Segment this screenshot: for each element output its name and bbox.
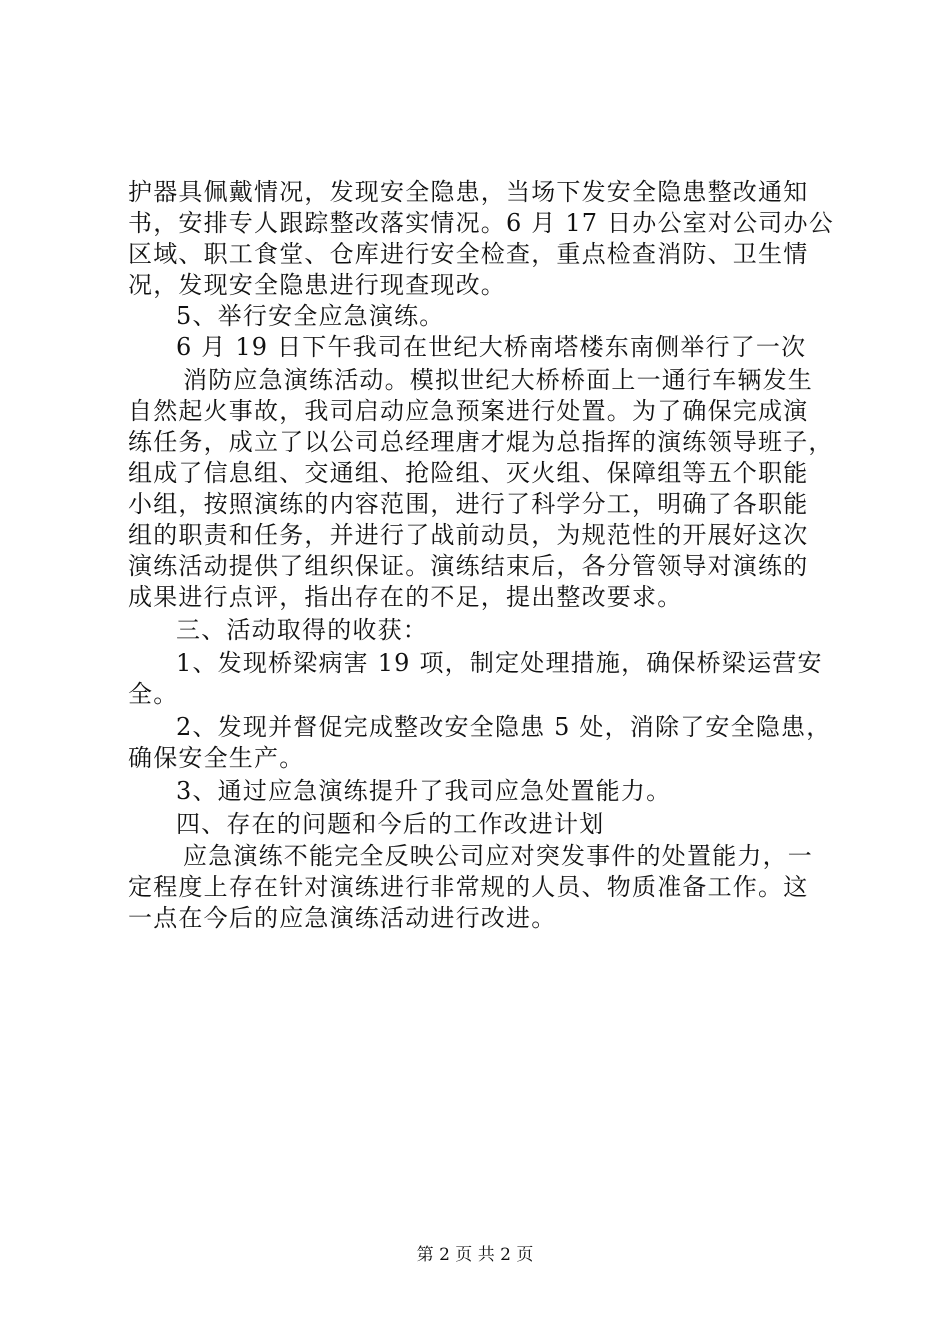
text-line: 演练活动提供了组织保证。演练结束后，各分管领导对演练的 [128, 552, 809, 580]
text-line: 3、通过应急演练提升了我司应急处置能力。 [176, 777, 672, 805]
text-line: 组的职责和任务，并进行了战前动员，为规范性的开展好这次 [128, 521, 809, 549]
text-line: 2、发现并督促完成整改安全隐患 5 处，消除了安全隐患， [176, 713, 832, 741]
text-line: 成果进行点评，指出存在的不足，提出整改要求。 [128, 583, 683, 611]
text-line: 护器具佩戴情况，发现安全隐患，当场下发安全隐患整改通知 [128, 178, 809, 206]
text-line: 1、发现桥梁病害 19 项，制定处理措施，确保桥梁运营安 [176, 649, 823, 677]
text-line: 应急演练不能完全反映公司应对突发事件的处置能力，一 [183, 842, 813, 870]
page-footer: 第 2 页 共 2 页 [416, 1245, 534, 1265]
text-line: 组成了信息组、交通组、抢险组、灭火组、保障组等五个职能 [128, 459, 809, 487]
text-line: 区域、职工食堂、仓库进行安全检查，重点检查消防、卫生情 [128, 240, 809, 268]
text-line: 6 月 19 日下午我司在世纪大桥南塔楼东南侧举行了一次 [176, 333, 807, 361]
text-line: 定程度上存在针对演练进行非常规的人员、物质准备工作。这 [128, 873, 809, 901]
section-heading: 三、活动取得的收获： [176, 616, 428, 644]
section-heading: 5、举行安全应急演练。 [176, 302, 445, 330]
text-line: 一点在今后的应急演练活动进行改进。 [128, 904, 557, 932]
section-heading: 四、存在的问题和今后的工作改进计划 [176, 810, 605, 838]
text-line: 书，安排专人跟踪整改落实情况。6 月 17 日办公室对公司办公 [128, 209, 834, 237]
text-line: 小组，按照演练的内容范围，进行了科学分工，明确了各职能 [128, 490, 809, 518]
text-line: 自然起火事故，我司启动应急预案进行处置。为了确保完成演 [128, 397, 809, 425]
text-line: 全。 [128, 680, 179, 708]
text-line: 况，发现安全隐患进行现查现改。 [128, 271, 506, 299]
text-line: 确保安全生产。 [128, 744, 305, 772]
text-line: 消防应急演练活动。模拟世纪大桥桥面上一通行车辆发生 [183, 366, 813, 394]
text-line: 练任务，成立了以公司总经理唐才焜为总指挥的演练领导班子， [128, 428, 834, 456]
